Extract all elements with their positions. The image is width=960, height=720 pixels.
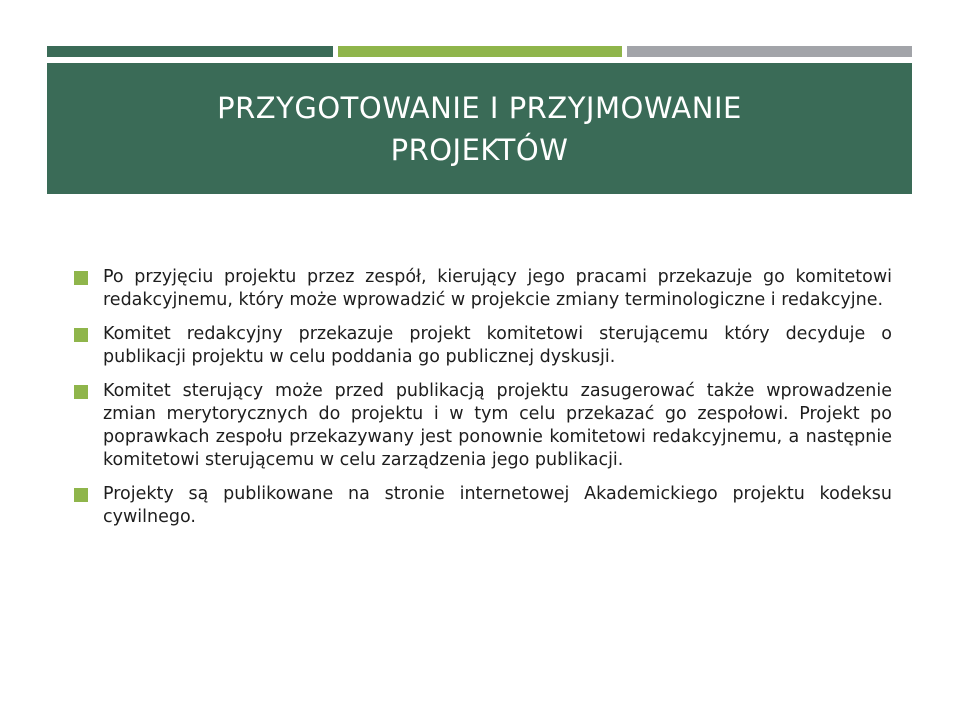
slide-title-line1: PRZYGOTOWANIE I PRZYJMOWANIE [217,90,742,125]
bullet-square-icon [74,328,88,342]
bullet-item [74,483,892,529]
bullet-square-icon [74,488,88,502]
bullet-text: Komitet sterujący może przed publikacją projektu zasugerować także wprowadzenie zmian merytorycznych do projektu i w tym celu przekazać go zespołowi. Projekt po poprawkach zespołu przekazywany jest ponownie komitetowi redakcyjnemu, a następnie komitetowi sterującemu w celu zarządzenia jego publikacji. [103,381,892,470]
bullet-item [74,323,892,369]
title-band [47,63,912,194]
bullet-square-icon [74,271,88,285]
stripe-dark-green [47,46,333,57]
stripe-gray [627,46,912,57]
stripe-light-green [338,46,622,57]
bullet-list [74,266,892,540]
bullet-square-icon [74,385,88,399]
bullet-text: Po przyjęciu projektu przez zespół, kierujący jego pracami przekazuje go komitetowi redakcyjnemu, który może wprowadzić w projekcie zmiany terminologiczne i redakcyjne. [103,267,892,310]
bullet-text: Projekty są publikowane na stronie internetowej Akademickiego projektu kodeksu cywilnego. [103,484,892,527]
slide-title [130,87,830,171]
bullet-item [74,266,892,312]
bullet-text: Komitet redakcyjny przekazuje projekt komitetowi sterującemu który decyduje o publikacji projektu w celu poddania go publicznej dyskusji. [103,324,892,367]
slide-title-line2: PROJEKTÓW [390,132,569,167]
header-stripes [47,46,912,57]
bullet-item [74,380,892,472]
